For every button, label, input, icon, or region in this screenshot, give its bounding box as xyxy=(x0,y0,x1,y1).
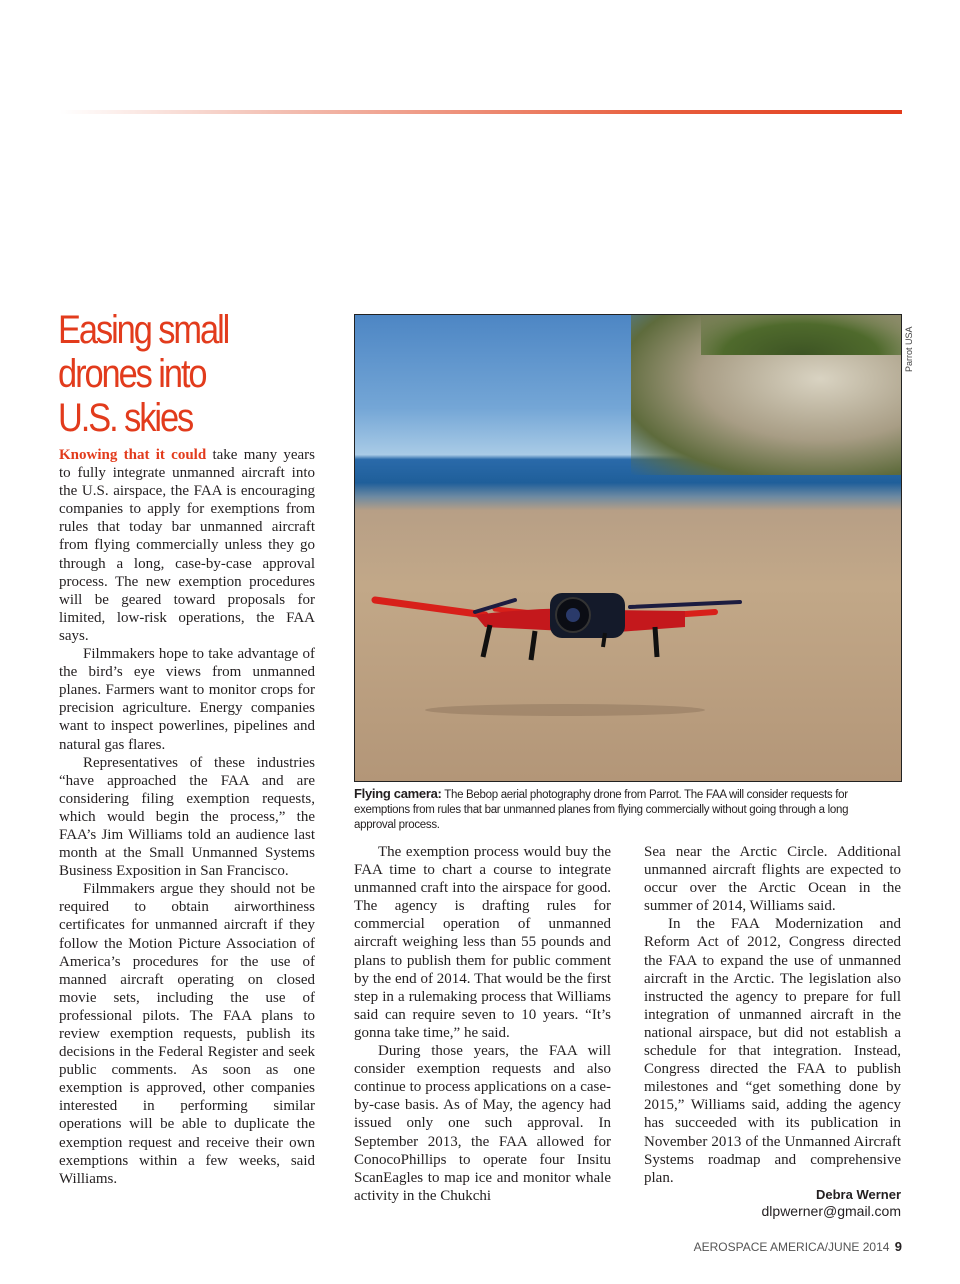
photo-credit: Parrot USA xyxy=(904,326,914,372)
page-number: 9 xyxy=(894,1239,902,1254)
author-email: dlpwerner@gmail.com xyxy=(761,1203,901,1219)
paragraph: Representatives of these industries “have approached the FAA and are considering filing exemption requests, which would begin the process,” the FAA’s Jim Williams told an audience last month at the Small Unmanned Systems Business Exposition in San Francisco. xyxy=(59,754,315,880)
headline-line-3: U.S. skies xyxy=(58,396,193,440)
paragraph xyxy=(59,446,315,645)
top-rule xyxy=(60,110,902,114)
caption-text: The Bebop aerial photography drone from Parrot. The FAA will consider requests for exemptions from rules that bar unmanned planes from flying commercially without going through a long approval process. xyxy=(354,789,849,831)
drone-illustration xyxy=(355,315,901,781)
paragraph: In the FAA Modernization and Reform Act of 2012, Congress directed the FAA to expand the use of unmanned aircraft in the Arctic. The legislation also instructed the agency to prepare for full integration of unmanned aircraft in the national airspace, but did not establish a schedule for that integration. Instead, Congress directed the FAA to publish milestones and “get something done by 2015,” Williams said, adding the agency has succeeded with its publication in November 2013 of the Unmanned Aircraft Systems roadmap and comprehensive plan. xyxy=(644,916,901,1186)
author-name: Debra Werner xyxy=(815,1187,901,1202)
article-headline xyxy=(58,308,282,440)
page-footer xyxy=(640,1239,902,1254)
drone-photo xyxy=(354,314,902,782)
paragraph: Sea near the Arctic Circle. Additional unmanned aircraft flights are expected to occur over the Arctic Ocean in the summer of 2014, Williams said. xyxy=(644,844,901,915)
photo-caption xyxy=(354,786,854,833)
paragraph: The exemption process would buy the FAA time to chart a course to integrate unmanned craft into the airspace for good. The agency is drafting rules for commercial operation of unmanned aircraft weighing less than 55 pounds and plans to publish them for public comment by the end of 2014. That would be the first step in a rulemaking process that Williams said can require seven to 10 years. “It’s gonna take time,” he said. xyxy=(354,844,611,1041)
body-column-2 xyxy=(354,843,611,1205)
publication-name: AEROSPACE AMERICA/JUNE 2014 xyxy=(693,1240,890,1254)
paragraph: Filmmakers hope to take advantage of the bird’s eye views from unmanned planes. Farmers want to monitor crops for precision agriculture. Energy companies want to inspect powerlines, pipelines and natural gas flares. xyxy=(59,646,315,753)
body-column-1 xyxy=(59,446,315,1188)
body-column-3 xyxy=(644,843,901,1187)
paragraph: During those years, the FAA will consider exemption requests and also continue to process applications on a case-by-case basis. As of May, the agency had issued only one such approval. In September 2013, the FAA allowed for ConocoPhillips to operate four Insitu ScanEagles to map ice and monitor whale activity in the Chukchi xyxy=(354,1043,611,1204)
paragraph-text: take many years to fully integrate unmanned aircraft into the U.S. airspace, the FAA is encouraging companies to apply for exemptions from rules that today bar unmanned aircraft from flying commercially unless they go through a long, case-by-case approval process. The new exemption procedures will be geared toward proposals for limited, low-risk operations, the FAA says. xyxy=(59,447,315,644)
headline-line-1: Easing small xyxy=(58,308,229,352)
paragraph: Filmmakers argue they should not be required to obtain airworthiness certificates for unmanned aircraft if they follow the Motion Picture Association of America’s procedures for the use of manned aircraft operating on closed movie sets, including the use of professional pilots. The FAA plans to review exemption requests, publish its decisions in the Federal Register and seek public comments. As soon as one exemption is approved, other companies interested in performing similar operations will be able to duplicate the exemption request and receive their own exemptions within a few weeks, said Williams. xyxy=(59,881,315,1187)
caption-label: Flying camera: xyxy=(354,786,442,801)
headline-line-2: drones into xyxy=(58,352,206,396)
lead-in: Knowing that it could xyxy=(59,447,207,463)
